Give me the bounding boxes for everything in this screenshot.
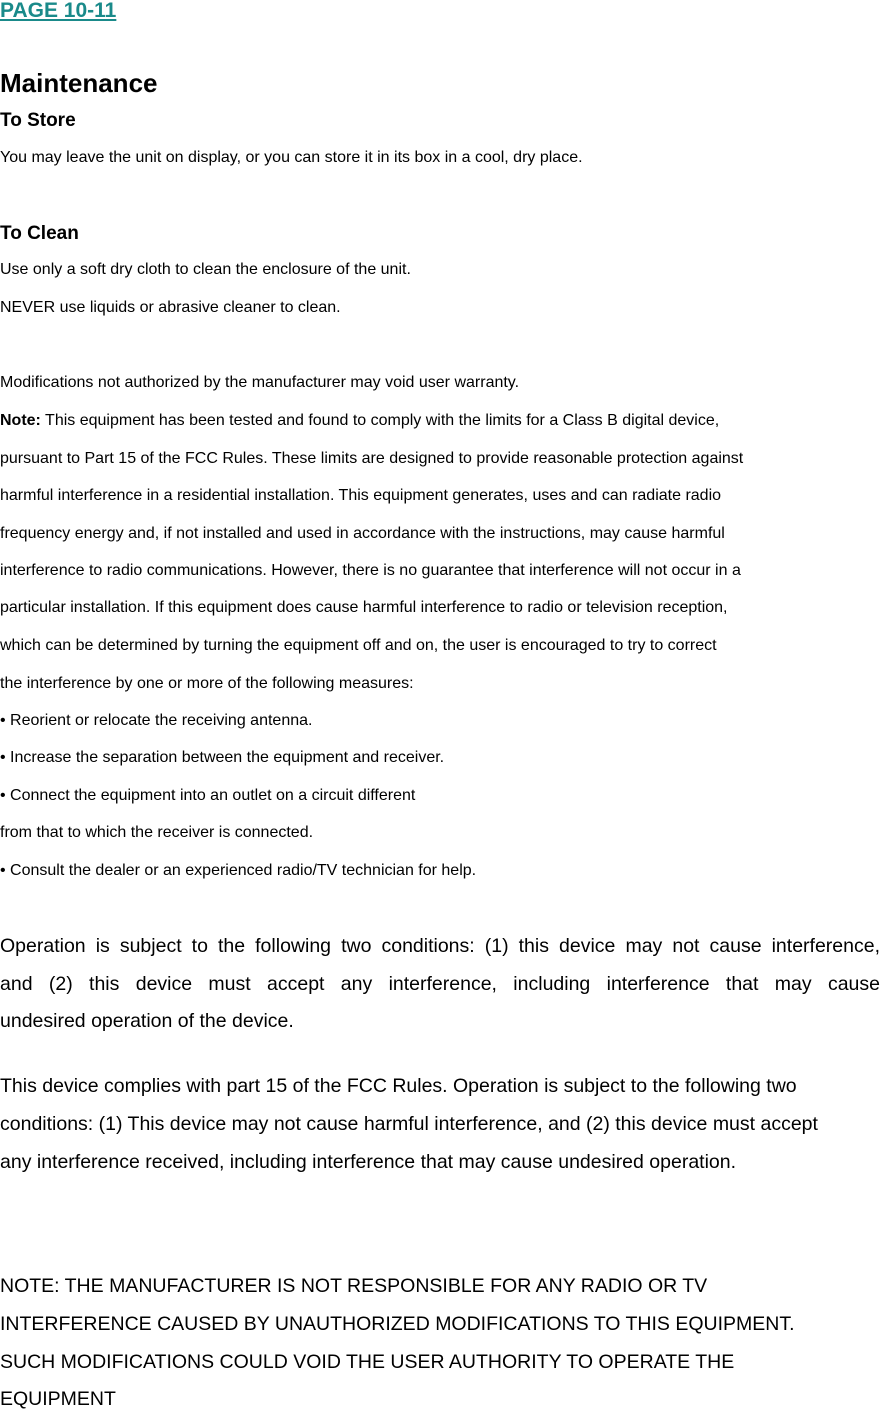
store-text: You may leave the unit on display, or you can store it in its box in a cool, dry place. [0, 149, 583, 166]
to-store-heading: To Store [0, 110, 76, 131]
note-text: This equipment has been tested and found to comply with the limits for a Class B digital device, [40, 412, 720, 429]
operation-paragraph [0, 928, 880, 1041]
fcc-bullet: • Increase the separation between the equipment and receiver. [0, 749, 445, 766]
manufacturer-note-line-1: NOTE: THE MANUFACTURER IS NOT RESPONSIBLE FOR ANY RADIO OR TV [0, 1275, 708, 1297]
fcc-line: which can be determined by turning the equipment off and on, the user is encouraged to try to correct [0, 637, 717, 654]
note-label: Note: [0, 412, 41, 429]
page-link[interactable]: PAGE 10-11 [0, 0, 117, 22]
operation-line-1: Operation is subject to the following two conditions: (1) this device may not cause interference, [0, 935, 880, 957]
fcc-bullet: • Consult the dealer or an experienced radio/TV technician for help. [0, 862, 477, 879]
clean-line-1: Use only a soft dry cloth to clean the enclosure of the unit. [0, 261, 411, 278]
fcc-line: pursuant to Part 15 of the FCC Rules. These limits are designed to provide reasonable protection against [0, 450, 744, 467]
fcc-line: from that to which the receiver is connected. [0, 824, 314, 841]
compliance-line-1: This device complies with part 15 of the FCC Rules. Operation is subject to the following two [0, 1075, 797, 1097]
fcc-line: frequency energy and, if not installed and used in accordance with the instructions, may cause harmful [0, 525, 725, 542]
modifications-text: Modifications not authorized by the manufacturer may void user warranty. [0, 374, 520, 391]
fcc-line: the interference by one or more of the following measures: [0, 675, 414, 692]
fcc-note-line [0, 412, 719, 430]
fcc-bullet: • Reorient or relocate the receiving antenna. [0, 712, 313, 729]
fcc-line: particular installation. If this equipment does cause harmful interference to radio or television reception, [0, 599, 728, 616]
manufacturer-note-line-4: EQUIPMENT [0, 1388, 116, 1410]
manufacturer-note-line-2: INTERFERENCE CAUSED BY UNAUTHORIZED MODIFICATIONS TO THIS EQUIPMENT. [0, 1313, 795, 1335]
operation-line-2: and (2) this device must accept any interference, including interference that may cause [0, 972, 880, 995]
to-clean-heading: To Clean [0, 223, 79, 244]
clean-line-2: NEVER use liquids or abrasive cleaner to clean. [0, 299, 341, 316]
compliance-line-3: any interference received, including interference that may cause undesired operation. [0, 1151, 737, 1173]
operation-line-3: undesired operation of the device. [0, 1010, 294, 1032]
fcc-line: harmful interference in a residential installation. This equipment generates, uses and can radiate radio [0, 487, 722, 504]
fcc-line: interference to radio communications. However, there is no guarantee that interference will not occur in a [0, 562, 741, 579]
compliance-line-2: conditions: (1) This device may not cause harmful interference, and (2) this device must accept [0, 1113, 818, 1135]
fcc-bullet: • Connect the equipment into an outlet on a circuit different [0, 787, 416, 804]
manufacturer-note-line-3: SUCH MODIFICATIONS COULD VOID THE USER AUTHORITY TO OPERATE THE [0, 1351, 735, 1373]
maintenance-title: Maintenance [0, 68, 158, 98]
